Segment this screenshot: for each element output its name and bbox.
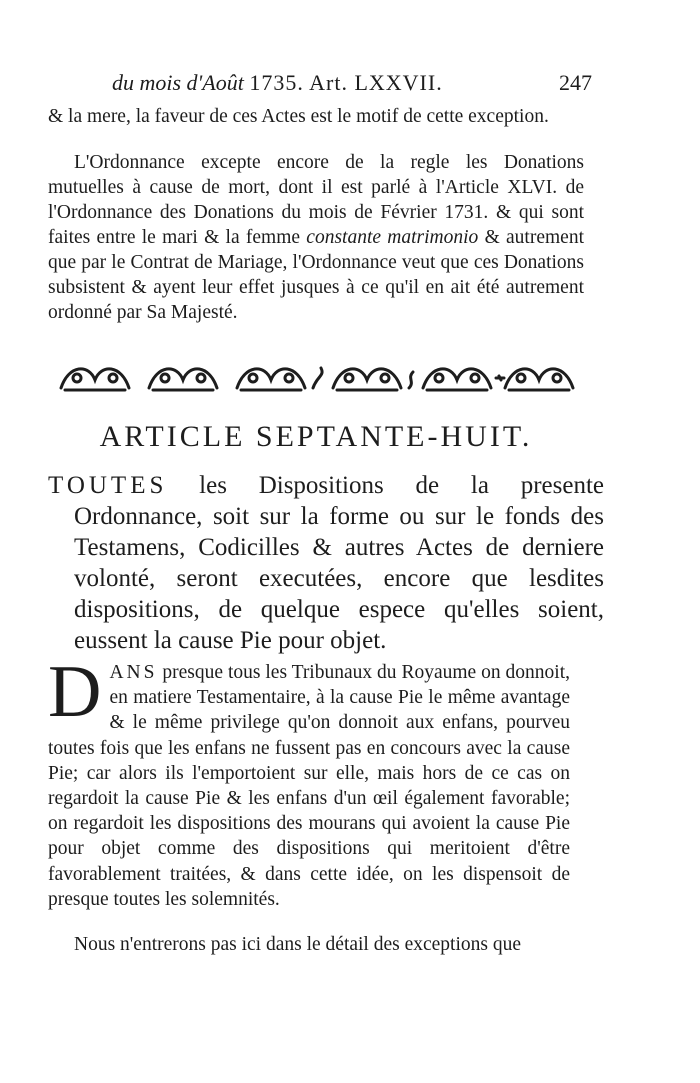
ornament-motif-6 bbox=[505, 369, 573, 390]
ornament-flourish-3 bbox=[496, 376, 504, 380]
article-body: les Dispositions de la presente Ordonnance, soit sur la forme ou sur le fonds des Testamens, Codicilles & autres Actes de derniere volonté, seront executées, encore que lesdites dispositions, de quelque espece qu'elles soient, eussent la cause Pie pour objet. bbox=[74, 472, 604, 654]
paragraph-1-text: & la mere, la faveur de ces Actes est le motif de cette exception. bbox=[48, 106, 549, 127]
ornament-motif-3 bbox=[237, 369, 305, 390]
paragraph-final bbox=[48, 932, 574, 957]
paragraph-2-text-b: & autrement que par le Contrat de Mariage, l'Ordonnance veut que ces Donations subsistent & ayent leur effet jusques à ce qu'il en ait été autrement ordonné par Sa Majesté. bbox=[48, 227, 584, 323]
commentary-text: presque tous les Tribunaux du Royaume on donnoit, en matiere Testamentaire, à la cause Pie le même avantage & le même privilege qu'on donnoit aux enfans, pourveu toutes fois que les enfans ne fussent pas en concours avec la cause Pie; car alors ils l'emportoient sur elle, mais hors de ce cas on regardoit la cause Pie & les enfans d'un œil également favorable; on regardoit les dispositions des mourans qui avoient la cause Pie pour objet comme des dispositions qui meritoient d'être favorablement traitées, & dans cette idée, on les dispensoit de presque toutes les solemnités. bbox=[48, 662, 570, 910]
page-number: 247 bbox=[559, 70, 592, 95]
article-text bbox=[48, 470, 604, 656]
ornament-motif-4 bbox=[333, 369, 401, 390]
running-head-italic: du mois d'Août bbox=[112, 70, 244, 95]
article-lead-word: TOUTES bbox=[48, 472, 168, 499]
paragraph-2-italic: constante matrimonio bbox=[306, 227, 479, 248]
ornament-flourish-1 bbox=[313, 368, 322, 388]
paragraph-ordonnance-exception bbox=[48, 150, 584, 325]
article-title: ARTICLE SEPTANTE-HUIT. bbox=[99, 420, 533, 453]
running-head-article: 1735. Art. LXXVII. bbox=[249, 70, 443, 95]
paragraph-continuation bbox=[48, 104, 584, 129]
drop-cap-continuation: ANS bbox=[109, 662, 158, 683]
commentary-paragraph bbox=[48, 651, 570, 912]
ornament-flourish-2 bbox=[409, 372, 413, 388]
ornamental-divider bbox=[55, 358, 575, 402]
ornament-motif-5 bbox=[423, 369, 491, 390]
paragraph-2-text-a: L'Ordonnance excepte encore de la regle les Donations mutuelles à cause de mort, dont il est parlé à l'Article XLVI. de l'Ordonnance des Donations du mois de Février 1731. & qui sont faites entre le mari & la femme bbox=[48, 152, 584, 248]
drop-cap: D bbox=[48, 651, 102, 733]
paragraph-4-text: Nous n'entrerons pas ici dans le détail des exceptions que bbox=[74, 934, 522, 955]
ornament-motif-1 bbox=[61, 369, 129, 390]
ornament-motif-2 bbox=[149, 369, 217, 390]
running-head bbox=[112, 70, 592, 102]
